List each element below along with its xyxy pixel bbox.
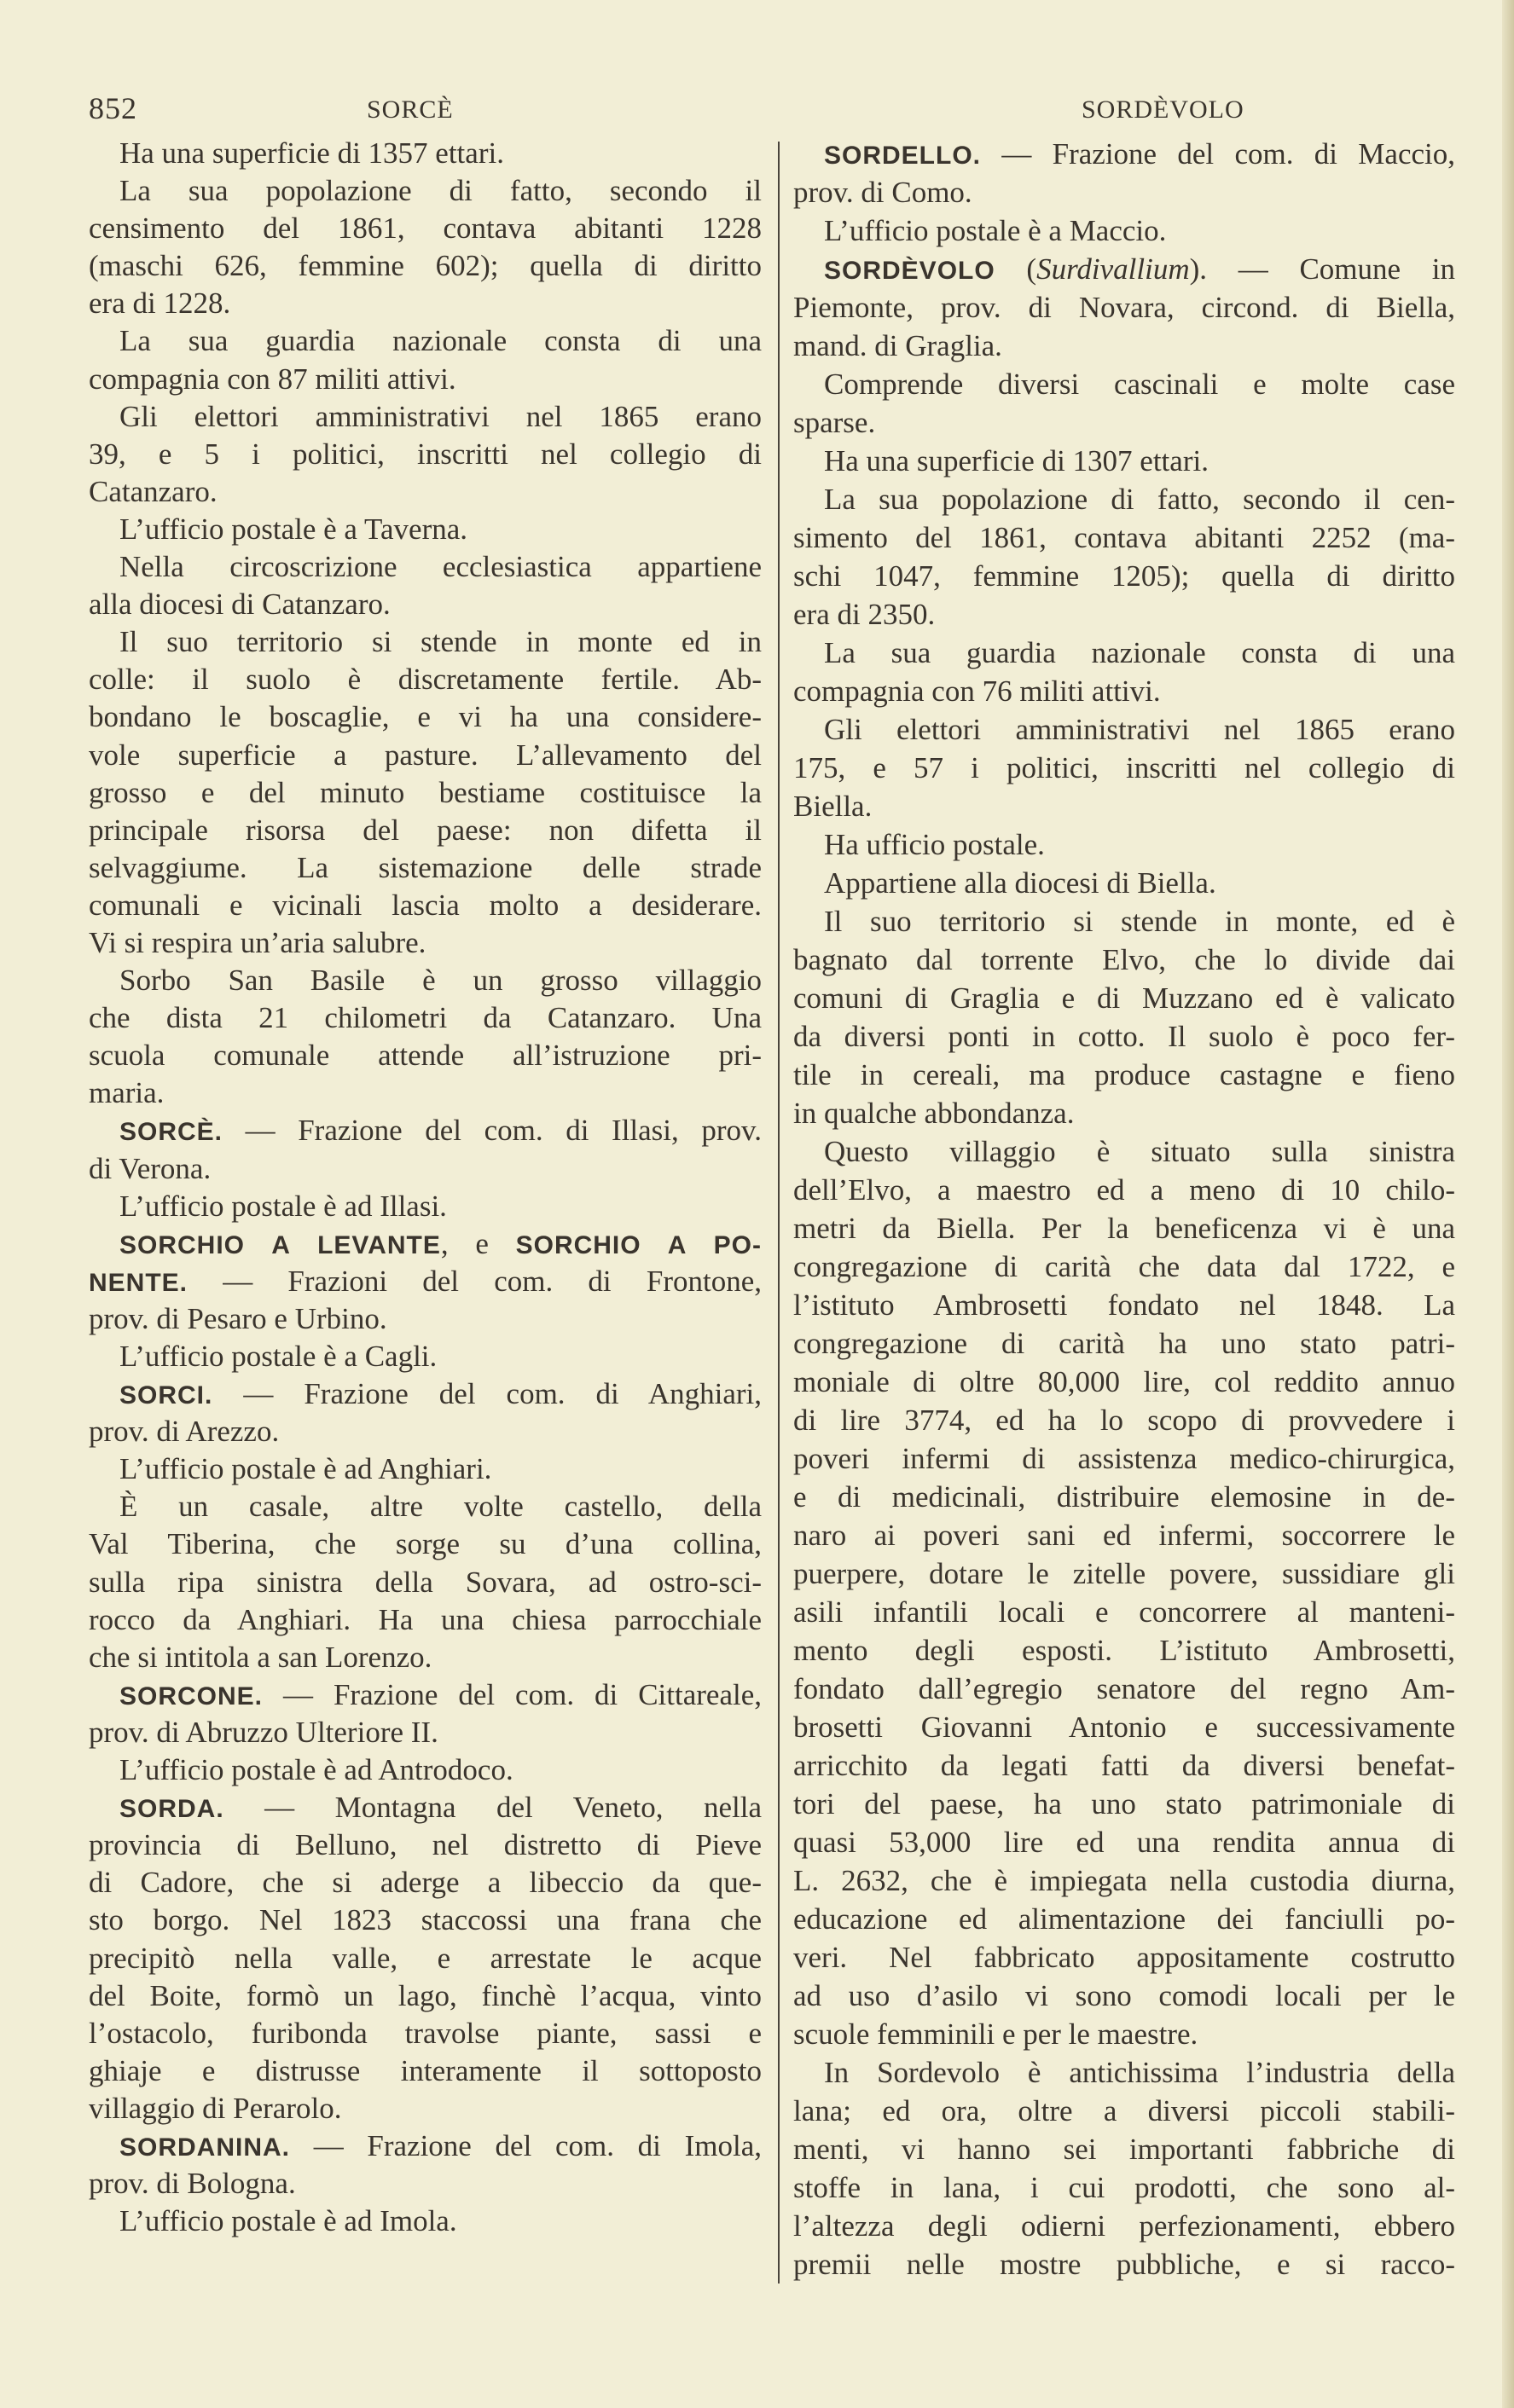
text-line: Appartiene alla diocesi di Biella. [824,866,1216,900]
paragraph [89,1676,762,1751]
text-line: bondano le boscaglie, e vi ha una considere- [89,700,762,734]
text-line: Catanzaro. [89,474,218,508]
text-line: prov. di Arezzo. [89,1415,280,1449]
text-line: ghiaje e distrusse interamente il sottoposto [89,2053,762,2087]
text-line: prov. di Pesaro e Urbino. [89,1301,387,1335]
latin-name: Surdivallium [1036,252,1190,286]
text-line: L’ufficio postale è a Maccio. [824,214,1167,247]
text-segment: — Frazione del com. di Anghiari, [212,1377,762,1411]
text-line: maria. [89,1076,165,1110]
text-line: metri da Biella. Per la beneficenza vi è una [793,1212,1455,1245]
text-line [793,250,1455,288]
text-line: compagnia con 76 militi attivi. [793,674,1161,708]
text-line: alla diocesi di Catanzaro. [89,588,391,622]
entry-headword: SORDANINA. [119,2133,291,2162]
text-line: stoffe in lana, i cui prodotti, che sono al- [793,2171,1455,2204]
text-segment: — Montagna del Veneto, nella [223,1791,762,1825]
paragraph [89,962,762,1112]
text-segment: — Frazione del com. di Illasi, prov. [223,1114,762,1148]
text-line: sulla ripa sinistra della Sovara, ad ostro-sci- [89,1565,762,1599]
text-line [89,1112,762,1149]
text-line: veri. Nel fabbricato appositamente costrutto [793,1941,1455,1974]
text-segment: — Frazione del com. di Maccio, [981,137,1455,171]
paragraph [793,442,1455,480]
paragraph [793,211,1455,250]
paragraph [89,1375,762,1450]
paragraph [793,634,1455,710]
paragraph [793,365,1455,442]
text-line: moniale di oltre 80,000 lire, col reddito annuo [793,1365,1455,1398]
paragraph [793,825,1455,864]
column-divider [778,142,780,2284]
text-line: arricchito da legati fatti da diversi benefat- [793,1749,1455,1782]
text-line: selvaggiume. La sistemazione delle strade [89,850,762,884]
page-edge [1502,0,1514,2408]
text-line: puerpere, dotare le zitelle povere, sussidiare gli [793,1557,1455,1590]
text-line: naro ai poveri sani ed infermi, soccorrere le [793,1519,1455,1552]
text-line: provincia di Belluno, nel distretto di Pieve [89,1828,762,1862]
paragraph [89,2203,762,2240]
paragraph [89,2127,762,2203]
text-line: 175, e 57 i politici, inscritti nel collegio di [793,751,1455,784]
paragraph [89,1188,762,1225]
entry-headword: SORDA. [119,1795,224,1824]
text-line: quasi 53,000 lire ed una rendita annua di [793,1826,1455,1859]
text-line: congregazione di carità ha uno stato patri- [793,1327,1455,1360]
text-line: menti, vi hanno sei importanti fabbriche di [793,2133,1455,2166]
text-line: l’istituto Ambrosetti fondato nel 1848. La [793,1288,1455,1322]
text-line: censimento del 1861, contava abitanti 1228 [89,211,762,246]
paragraph [89,548,762,623]
right-column [793,135,1455,2284]
entry-headword: NENTE. [89,1268,189,1297]
text-line [89,1225,762,1263]
text-line: congregazione di carità che data dal 1722, e [793,1250,1455,1283]
paragraph [89,1789,762,2127]
text-line: sto borgo. Nel 1823 staccossi una frana che [89,1903,762,1937]
text-line: L’ufficio postale è a Cagli. [119,1340,438,1373]
text-line: che si intitola a san Lorenzo. [89,1640,432,1674]
text-line: sparse. [793,406,876,439]
paragraph [89,398,762,511]
paragraph [793,864,1455,902]
text-line: Questo villaggio è situato sulla sinistra [824,1135,1455,1168]
text-line: precipitò nella valle, e arrestate le acque [89,1941,762,1975]
text-line: L’ufficio postale è ad Illasi. [119,1189,447,1223]
paragraph [89,322,762,397]
text-line: scuola comunale attende all’istruzione pri- [89,1039,762,1073]
page-number: 852 [89,91,137,125]
text-line [89,1375,762,1413]
paragraph [793,2053,1455,2284]
text-line: Ha una superficie di 1357 ettari. [119,136,504,170]
text-line [89,1676,762,1714]
text-line: ad uso d’asilo vi sono comodi locali per le [793,1979,1455,2012]
text-line: di Verona. [89,1151,212,1185]
text-line: colle: il suolo è discretamente fertile. Ab- [89,663,762,697]
text-line: L. 2632, che è impiegata nella custodia diurna, [793,1864,1455,1897]
text-line: L’ufficio postale è ad Anghiari. [119,1452,492,1486]
paragraph [793,250,1455,365]
paragraph [89,1450,762,1488]
paragraph [89,623,762,962]
text-line: principale risorsa del paese: non difetta il [89,813,762,847]
text-line [89,2127,762,2165]
text-line: prov. di Como. [793,176,972,209]
text-line: simento del 1861, contava abitanti 2252 (ma- [793,521,1455,554]
text-line: Il suo territorio si stende in monte, ed è [824,905,1455,938]
text-line: Ha una superficie di 1307 ettari. [824,444,1209,478]
entry-headword: SORCONE. [119,1682,264,1710]
text-line: rocco da Anghiari. Ha una chiesa parrocchiale [89,1602,762,1636]
text-line: La sua popolazione di fatto, secondo il [119,174,762,208]
text-line: Nella circoscrizione ecclesiastica appartiene [119,550,762,584]
entry-headword: SORDÈVOLO [824,257,995,285]
text-line: Biella. [793,790,873,823]
text-line: È un casale, altre volte castello, della [119,1490,762,1524]
paragraph [89,1488,762,1676]
text-line: (maschi 626, femmine 602); quella di diritto [89,249,762,283]
paragraph [793,1132,1455,2053]
entry-headword: SORCI. [119,1381,213,1410]
text-line: era di 1228. [89,287,231,321]
text-line: l’ostacolo, furibonda travolse piante, sassi e [89,2016,762,2050]
text-line: grosso e del minuto bestiame costituisce la [89,775,762,809]
text-line: scuole femminili e per le maestre. [793,2017,1198,2051]
text-line: educazione ed alimentazione dei fanciulli po- [793,1902,1455,1936]
text-line: La sua guardia nazionale consta di una [119,324,762,358]
text-segment: — Frazione del com. di Cittareale, [263,1677,762,1711]
text-line: di lire 3774, ed ha lo scopo di provvedere i [793,1404,1455,1437]
entry-headword: SORCÈ. [119,1118,223,1147]
entry-headword: SORCHIO A LEVANTE [119,1230,441,1259]
paragraph [89,172,762,322]
text-line [89,1263,762,1300]
text-line: comuni di Graglia e di Muzzano ed è valicato [793,981,1455,1015]
paragraph [793,710,1455,825]
text-line: da diversi ponti in cotto. Il suolo è poco fer- [793,1020,1455,1053]
text-line: Gli elettori amministrativi nel 1865 erano [824,713,1455,746]
text-line: del Boite, formò un lago, finchè l’acqua, vinto [89,1978,762,2012]
text-line: schi 1047, femmine 1205); quella di diritto [793,559,1455,593]
text-line: in qualche abbondanza. [793,1097,1075,1130]
text-line: 39, e 5 i politici, inscritti nel collegio di [89,437,762,471]
text-line: Vi si respira un’aria salubre. [89,925,426,959]
text-line: dell’Elvo, a maestro ed a meno di 10 chilo- [793,1173,1455,1207]
text-line: tile in cereali, ma produce castagne e fieno [793,1058,1455,1091]
text-line: l’altezza degli odierni perfezionamenti, ebbero [793,2209,1455,2243]
text-line: Sorbo San Basile è un grosso villaggio [119,964,762,998]
text-line: prov. di Bologna. [89,2167,296,2201]
text-line: La sua guardia nazionale consta di una [824,636,1455,669]
text-line: Gli elettori amministrativi nel 1865 erano [119,399,762,433]
text-segment: — Frazioni del com. di Frontone, [188,1264,762,1298]
text-line: lana; ed ora, oltre a diversi piccoli stabili- [793,2094,1455,2127]
text-line: brosetti Giovanni Antonio e successivamente [793,1710,1455,1744]
text-line: compagnia con 87 militi attivi. [89,362,456,396]
text-line: asili infantili locali e concorrere al manteni- [793,1595,1455,1629]
text-line: tori del paese, ha uno stato patrimoniale di [793,1787,1455,1820]
text-line [89,1789,762,1826]
running-head-right: SORDÈVOLO [1082,96,1244,124]
paragraph [793,902,1455,1132]
running-head-left: SORCÈ [367,96,454,124]
text-line: poveri infermi di assistenza medico-chirurgica, [793,1442,1455,1475]
text-line: vole superficie a pasture. L’allevamento del [89,738,762,772]
text-line: di Cadore, che si aderge a libeccio da que- [89,1866,762,1900]
paragraph [793,480,1455,634]
text-segment: , e [440,1226,516,1260]
text-line: villaggio di Perarolo. [89,2091,342,2125]
text-line: L’ufficio postale è a Taverna. [119,512,468,546]
text-line: In Sordevolo è antichissima l’industria della [824,2056,1455,2089]
text-line: prov. di Abruzzo Ulteriore II. [89,1715,438,1749]
text-line: fondato dall’egregio senatore del regno Am- [793,1672,1455,1705]
text-line: mand. di Graglia. [793,329,1002,362]
text-line: e di medicinali, distribuire elemosine in de- [793,1480,1455,1514]
text-line: L’ufficio postale è ad Imola. [119,2204,457,2238]
text-segment: ). — Comune in [1189,252,1455,286]
text-line: Comprende diversi cascinali e molte case [824,368,1455,401]
text-line: premii nelle mostre pubbliche, e si racco- [793,2248,1455,2281]
text-segment: ( [995,252,1037,286]
text-line: era di 2350. [793,598,936,631]
text-line: Il suo territorio si stende in monte ed in [119,625,762,659]
paragraph [89,135,762,172]
text-line: Val Tiberina, che sorge su d’una collina, [89,1527,762,1561]
paragraph [89,1338,762,1375]
left-column [89,135,762,2240]
paragraph [89,1225,762,1338]
text-line: Piemonte, prov. di Novara, circond. di Biella, [793,291,1455,324]
text-line: L’ufficio postale è ad Antrodoco. [119,1753,513,1787]
text-line: Ha ufficio postale. [824,828,1045,861]
entry-headword: SORDELLO. [824,142,982,170]
text-line: comunali e vicinali lascia molto a desiderare. [89,888,762,922]
text-line: mento degli esposti. L’istituto Ambrosetti, [793,1634,1455,1667]
text-line [793,135,1455,173]
text-line: che dista 21 chilometri da Catanzaro. Una [89,1001,762,1035]
entry-headword: SORCHIO A PO- [515,1230,762,1259]
paragraph [89,1751,762,1789]
paragraph [89,1112,762,1187]
text-line: bagnato dal torrente Elvo, che lo divide dai [793,943,1455,976]
paragraph [793,135,1455,211]
paragraph [89,511,762,548]
text-line: La sua popolazione di fatto, secondo il cen- [824,483,1455,516]
text-segment: — Frazione del com. di Imola, [290,2128,762,2162]
